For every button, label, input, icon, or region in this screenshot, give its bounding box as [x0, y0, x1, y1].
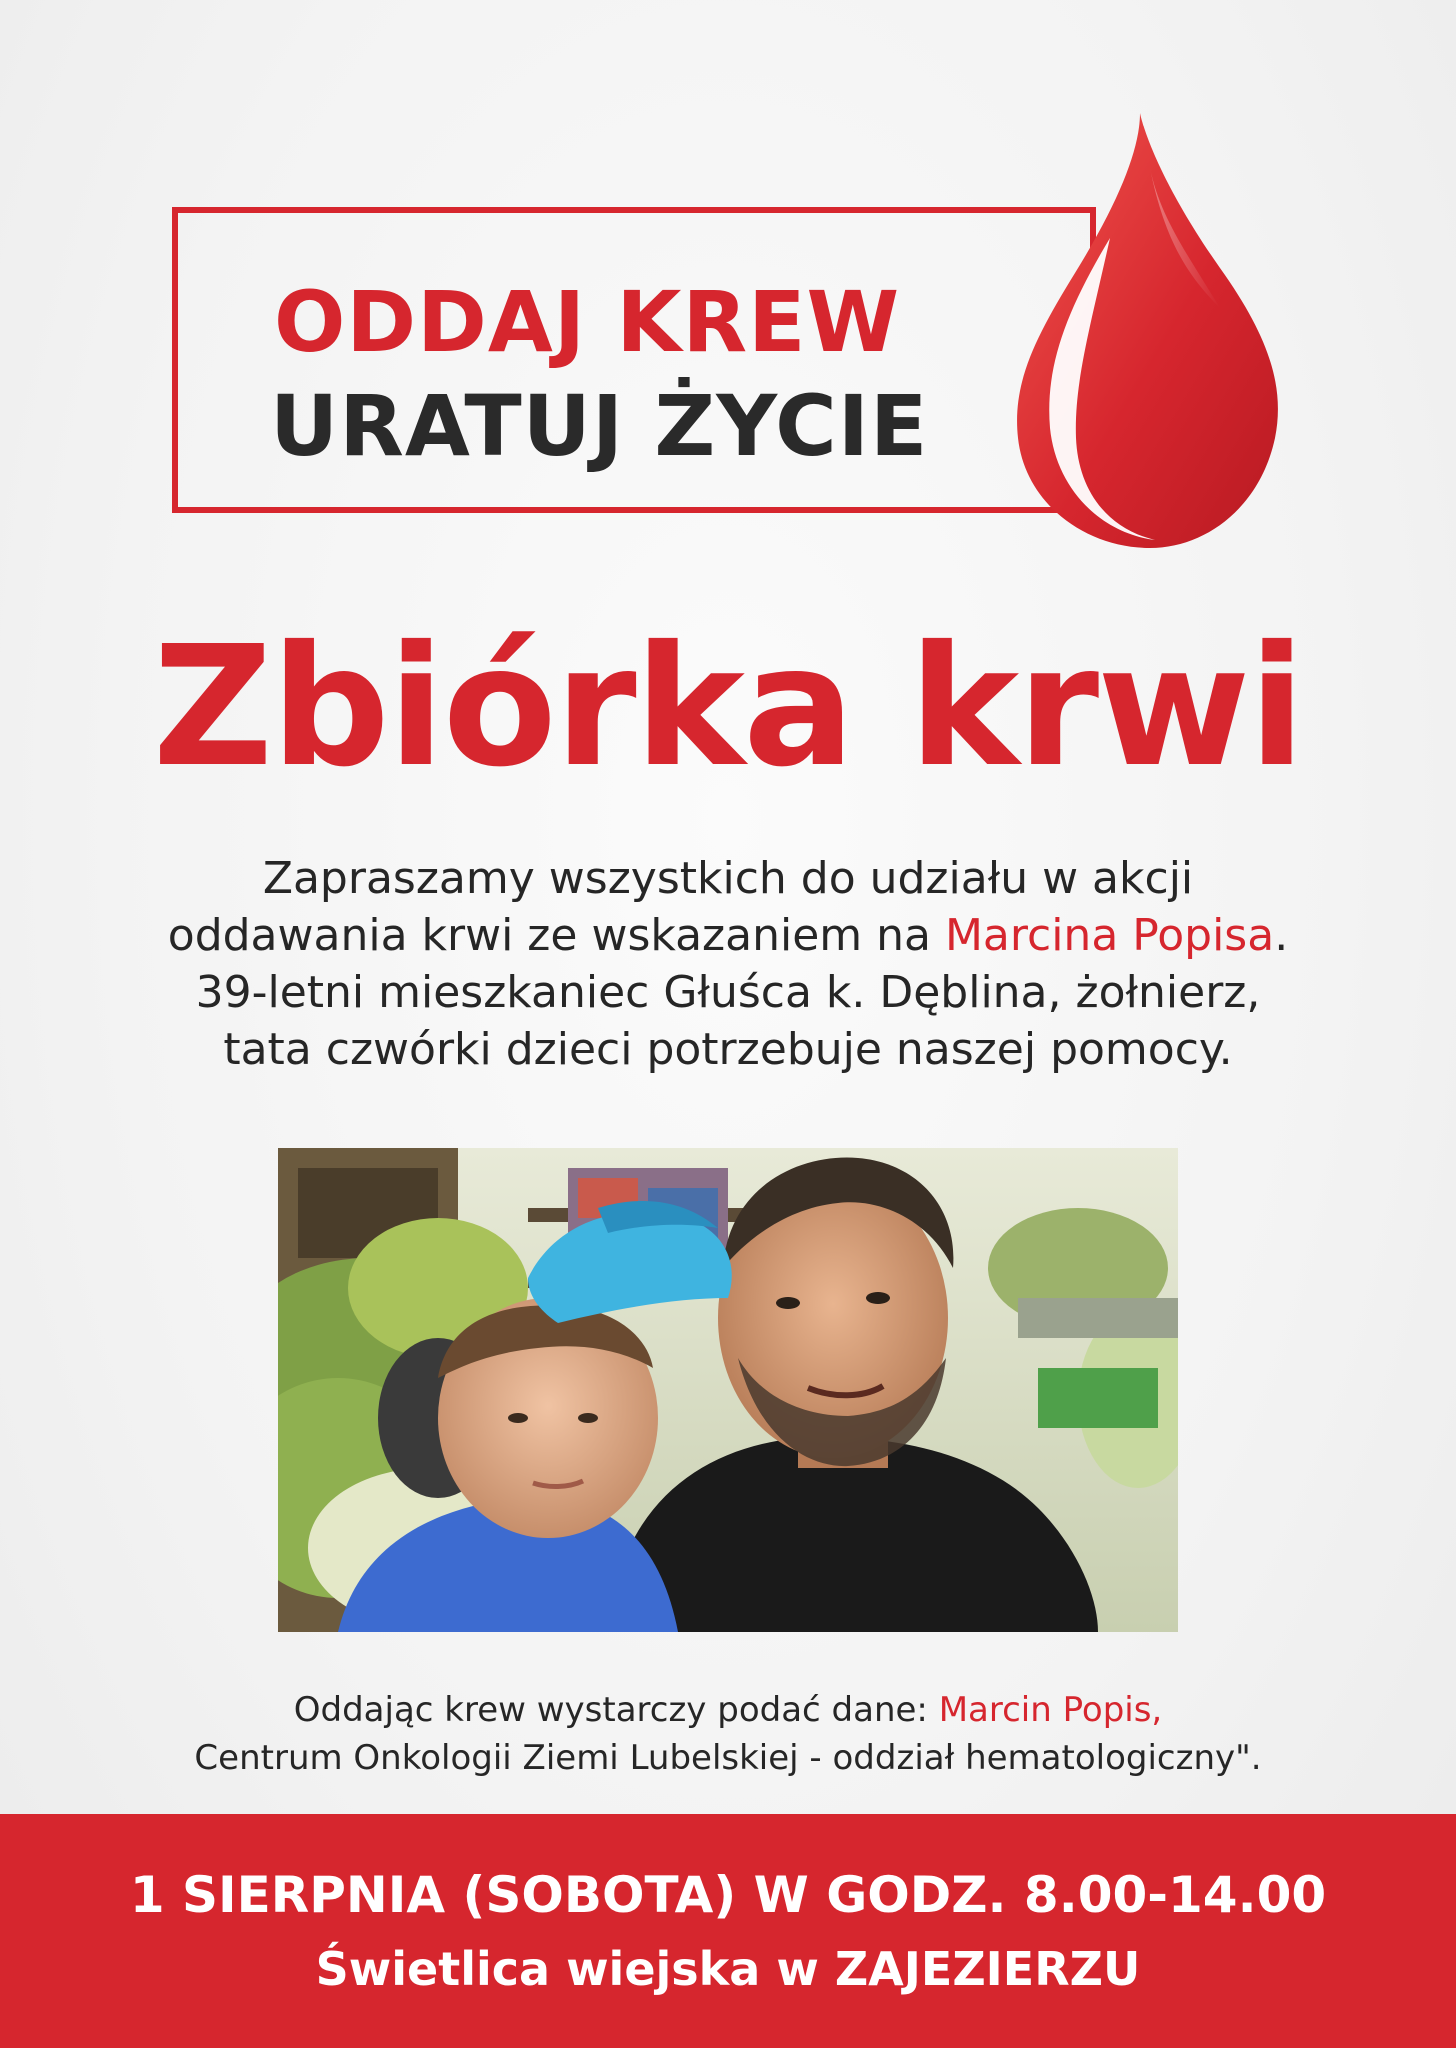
- note-highlighted-name: Marcin Popis,: [938, 1690, 1163, 1730]
- slogan-line-2: URATUJ ŻYCIE: [270, 377, 929, 475]
- slogan-box: [172, 207, 1096, 513]
- event-info-bar: [0, 1814, 1456, 2048]
- donation-note: [0, 1686, 1456, 1782]
- intro-line-2-end: .: [1274, 910, 1289, 961]
- intro-line-2-text: oddawania krwi ze wskazaniem na: [167, 910, 945, 961]
- intro-line-1: Zapraszamy wszystkich do udziału w akcji: [262, 853, 1194, 904]
- intro-paragraph: [0, 850, 1456, 1078]
- event-datetime: 1 SIERPNIA (SOBOTA) W GODZ. 8.00-14.00: [129, 1866, 1327, 1924]
- intro-line-3: 39-letni mieszkaniec Głuśca k. Dęblina, żołnierz,: [195, 967, 1261, 1018]
- note-line-1: [0, 1686, 1456, 1734]
- highlighted-name: Marcina Popisa: [944, 910, 1275, 961]
- photo-boy-and-father: [278, 1148, 1178, 1632]
- event-place: Świetlica wiejska w ZAJEZIERZU: [315, 1942, 1141, 1996]
- intro-line-2: [0, 907, 1456, 964]
- page-title: Zbiórka krwi: [152, 611, 1304, 804]
- slogan-line-1: ODDAJ KREW: [274, 273, 901, 371]
- intro-line-4: tata czwórki dzieci potrzebuje naszej pomocy.: [223, 1024, 1233, 1075]
- note-line-2: Centrum Onkologii Ziemi Lubelskiej - oddział hematologiczny".: [194, 1738, 1262, 1778]
- note-line-1-text: Oddając krew wystarczy podać dane:: [293, 1690, 939, 1730]
- blood-drop-icon: [990, 108, 1290, 558]
